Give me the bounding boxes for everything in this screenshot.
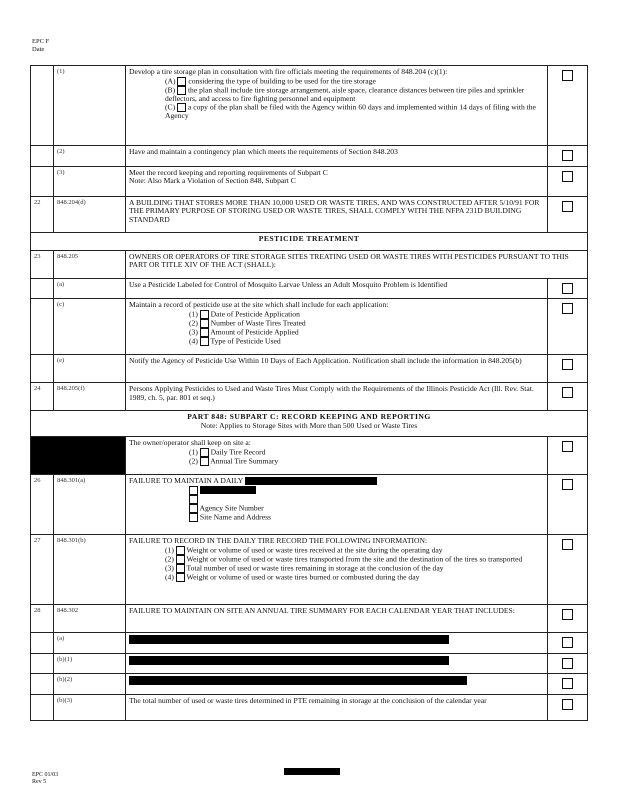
table-row <box>31 66 588 146</box>
header-line-1: EPC F <box>32 38 50 45</box>
table-row <box>31 674 588 695</box>
citation: (c) <box>54 299 126 355</box>
header-line-2: Date <box>32 46 45 53</box>
item-text: Weight or volume of used or waste tires burned or combusted during the day <box>186 572 420 582</box>
row-number: 26 <box>31 475 54 535</box>
requirement-text: Persons Applying Pesticides to Used and Waste Tires Must Comply with the Requirements of the Illinois Pesticide Act (Ill. Rev. Stat. 1989, ch. 5, par. 801 et seq.) <box>126 383 548 411</box>
citation: (e) <box>54 355 126 383</box>
requirement-text <box>126 674 548 695</box>
violation-checkbox[interactable] <box>562 303 573 314</box>
violation-checkbox[interactable] <box>562 201 573 212</box>
requirement-note: Note: Also Mark a Violation of Section 848, Subpart C <box>129 176 296 186</box>
citation: (1) <box>54 66 126 146</box>
item-text: Total number of used or waste tires remaining in storage at the conclusion of the day <box>186 563 444 573</box>
violation-checkbox[interactable] <box>562 359 573 370</box>
violation-checkbox[interactable] <box>562 637 573 648</box>
redacted-text <box>284 768 340 775</box>
table-row <box>31 196 588 232</box>
item-text: Number of Waste Tires Treated <box>210 318 306 328</box>
table-row <box>31 535 588 605</box>
item-checkbox[interactable] <box>200 337 209 346</box>
item-label: (B) <box>165 84 176 94</box>
section-header-row <box>31 411 588 437</box>
citation: 848.205(f) <box>54 383 126 411</box>
item-label: (1) <box>189 447 198 457</box>
row-number: 27 <box>31 535 54 605</box>
item-text: Annual Tire Summary <box>210 456 279 466</box>
item-checkbox[interactable] <box>200 319 209 328</box>
table-row <box>31 278 588 299</box>
citation: (2) <box>54 146 126 167</box>
requirement-main: FAILURE TO RECORD IN THE DAILY TIRE RECORD THE FOLLOWING INFORMATION: <box>129 536 428 546</box>
item-label: (3) <box>189 327 198 337</box>
requirement-text: Use a Pesticide Labeled for Control of Mosquito Larvae Unless an Adult Mosquito Problem is Identified <box>126 278 548 299</box>
violation-checkbox[interactable] <box>562 387 573 398</box>
requirement-text: FAILURE TO MAINTAIN ON SITE AN ANNUAL TIRE SUMMARY FOR EACH CALENDAR YEAR THAT INCLUDES: <box>126 605 548 633</box>
row-number <box>31 166 54 196</box>
section-header-row <box>31 232 588 250</box>
requirement-main: Maintain a record of pesticide use at the site which shall include for each application: <box>129 300 389 310</box>
violation-checkbox[interactable] <box>562 283 573 294</box>
item-text: Amount of Pesticide Applied <box>210 327 299 337</box>
redacted-text <box>129 635 449 644</box>
item-label: (4) <box>189 336 198 346</box>
requirement-text <box>126 653 548 674</box>
item-checkbox[interactable] <box>176 546 185 555</box>
requirement-main: FAILURE TO MAINTAIN A DAILY <box>129 476 243 486</box>
violation-checkbox[interactable] <box>562 150 573 161</box>
citation: 848.205 <box>54 250 126 278</box>
citation: 848.301(a) <box>54 475 126 535</box>
redacted-text <box>245 477 377 485</box>
requirement-text <box>126 633 548 654</box>
requirement-text: Notify the Agency of Pesticide Use Within 10 Days of Each Application. Notification shall include the information in 848.205(b) <box>126 355 548 383</box>
footer-line-1: EPC 01/03 <box>32 772 59 778</box>
table-row <box>31 383 588 411</box>
item-checkbox[interactable] <box>189 486 198 495</box>
table-row <box>31 299 588 355</box>
citation: (b)(1) <box>54 653 126 674</box>
item-checkbox[interactable] <box>176 564 185 573</box>
redacted-text <box>129 676 467 685</box>
section-header <box>31 411 588 437</box>
citation: (a) <box>54 278 126 299</box>
violation-checkbox[interactable] <box>562 658 573 669</box>
item-checkbox[interactable] <box>189 495 198 504</box>
item-label: (C) <box>165 102 176 112</box>
redacted-text <box>129 656 449 665</box>
citation: (b)(3) <box>54 694 126 720</box>
row-number <box>31 66 54 146</box>
item-label: (1) <box>165 545 174 555</box>
item-text: Type of Pesticide Used <box>210 336 281 346</box>
inspection-checklist-table <box>30 65 588 721</box>
table-row <box>31 694 588 720</box>
requirement-main: Develop a tire storage plan in consultation with fire officials meeting the requirements of 848.204 (c)(1): <box>129 67 448 76</box>
violation-checkbox[interactable] <box>562 539 573 550</box>
table-row <box>31 605 588 633</box>
section-note: Note: Applies to Storage Sites with More than 500 Used or Waste Tires <box>200 420 418 430</box>
page-footer <box>32 772 58 786</box>
item-text: the plan shall include tire storage arrangement, aisle space, clearance distances between tire piles and sprinkler deflectors, and access to fire fighting personnel and equipment <box>165 84 525 103</box>
item-checkbox[interactable] <box>176 573 185 582</box>
table-row <box>31 633 588 654</box>
item-label: (4) <box>165 572 174 582</box>
violation-checkbox[interactable] <box>562 678 573 689</box>
violation-checkbox[interactable] <box>562 171 573 182</box>
citation: (3) <box>54 166 126 196</box>
requirement-text <box>126 475 548 535</box>
citation: 848.301(b) <box>54 535 126 605</box>
table-row <box>31 146 588 167</box>
violation-checkbox[interactable] <box>562 699 573 710</box>
page-header <box>32 38 49 54</box>
item-label: (2) <box>165 554 174 564</box>
table-row <box>31 653 588 674</box>
requirement-text <box>126 166 548 196</box>
redacted-text <box>200 486 256 494</box>
requirement-main: Meet the record keeping and reporting requirements of Subpart C <box>129 167 328 177</box>
row-number: 22 <box>31 196 54 232</box>
requirement-text: A BUILDING THAT STORES MORE THAN 10,000 USED OR WASTE TIRES, AND WAS CONSTRUCTED AFTER 5/10/91 FOR THE PRIMARY PURPOSE OF STORING USED OR WASTE TIRES, SHALL COMPLY WITH THE NFPA 231D BUILDING STANDARD <box>126 196 548 232</box>
requirement-text <box>126 299 548 355</box>
item-label: (2) <box>189 456 198 466</box>
row-number: 28 <box>31 605 54 633</box>
section-title: PART 848: SUBPART C: RECORD KEEPING AND REPORTING <box>187 412 431 422</box>
violation-checkbox[interactable] <box>562 609 573 620</box>
row-number: 23 <box>31 250 54 278</box>
redacted-block <box>31 437 126 475</box>
item-label: (3) <box>165 563 174 573</box>
violation-checkbox[interactable] <box>562 441 573 452</box>
requirement-text: Have and maintain a contingency plan which meets the requirements of Section 848.203 <box>126 146 548 167</box>
item-label: (2) <box>189 318 198 328</box>
table-row <box>31 250 588 278</box>
table-row <box>31 355 588 383</box>
item-checkbox[interactable] <box>176 555 185 564</box>
violation-checkbox[interactable] <box>562 479 573 490</box>
requirement-text <box>126 66 548 146</box>
table-row <box>31 475 588 535</box>
row-number <box>31 146 54 167</box>
violation-checkbox[interactable] <box>562 70 573 81</box>
item-text: Date of Pesticide Application <box>210 309 300 319</box>
item-text: Weight or volume of used or waste tires transported from the site and the destination of the tires so transported <box>186 554 523 564</box>
item-text: Agency Site Number <box>199 503 264 513</box>
item-checkbox[interactable] <box>189 513 198 522</box>
item-checkbox[interactable] <box>200 328 209 337</box>
requirement-text <box>126 437 548 475</box>
item-label: (1) <box>189 309 198 319</box>
requirement-text: OWNERS OR OPERATORS OF TIRE STORAGE SITES TREATING USED OR WASTE TIRES WITH PESTICIDES PURSUANT TO THIS PART OR TITLE XIV OF THE ACT (SHALL): <box>126 250 588 278</box>
citation: 848.204(d) <box>54 196 126 232</box>
item-text: Site Name and Address <box>199 512 271 522</box>
item-text: considering the type of building to be used for the tire storage <box>188 75 376 85</box>
table-row <box>31 437 588 475</box>
item-checkbox[interactable] <box>200 457 209 466</box>
item-label: (A) <box>165 75 176 85</box>
requirement-text <box>126 535 548 605</box>
citation: (b)(2) <box>54 674 126 695</box>
item-checkbox[interactable] <box>200 310 209 319</box>
item-checkbox[interactable] <box>189 504 198 513</box>
item-text: Weight or volume of used or waste tires received at the site during the operating day <box>186 545 443 555</box>
requirement-text: The total number of used or waste tires determined in PTE remaining in storage at the conclusion of the calendar year <box>126 694 548 720</box>
footer-line-2: Rev 5 <box>32 779 47 785</box>
citation: 848.302 <box>54 605 126 633</box>
item-checkbox[interactable] <box>200 448 209 457</box>
item-text: a copy of the plan shall be filed with the Agency within 60 days and implemented within 14 days of filing with the Agency <box>165 102 536 121</box>
item-text: Daily Tire Record <box>210 447 266 457</box>
requirement-main: The owner/operator shall keep on site a: <box>129 438 251 448</box>
section-title: PESTICIDE TREATMENT <box>31 232 588 250</box>
table-row <box>31 166 588 196</box>
citation: (a) <box>54 633 126 654</box>
row-number: 24 <box>31 383 54 411</box>
